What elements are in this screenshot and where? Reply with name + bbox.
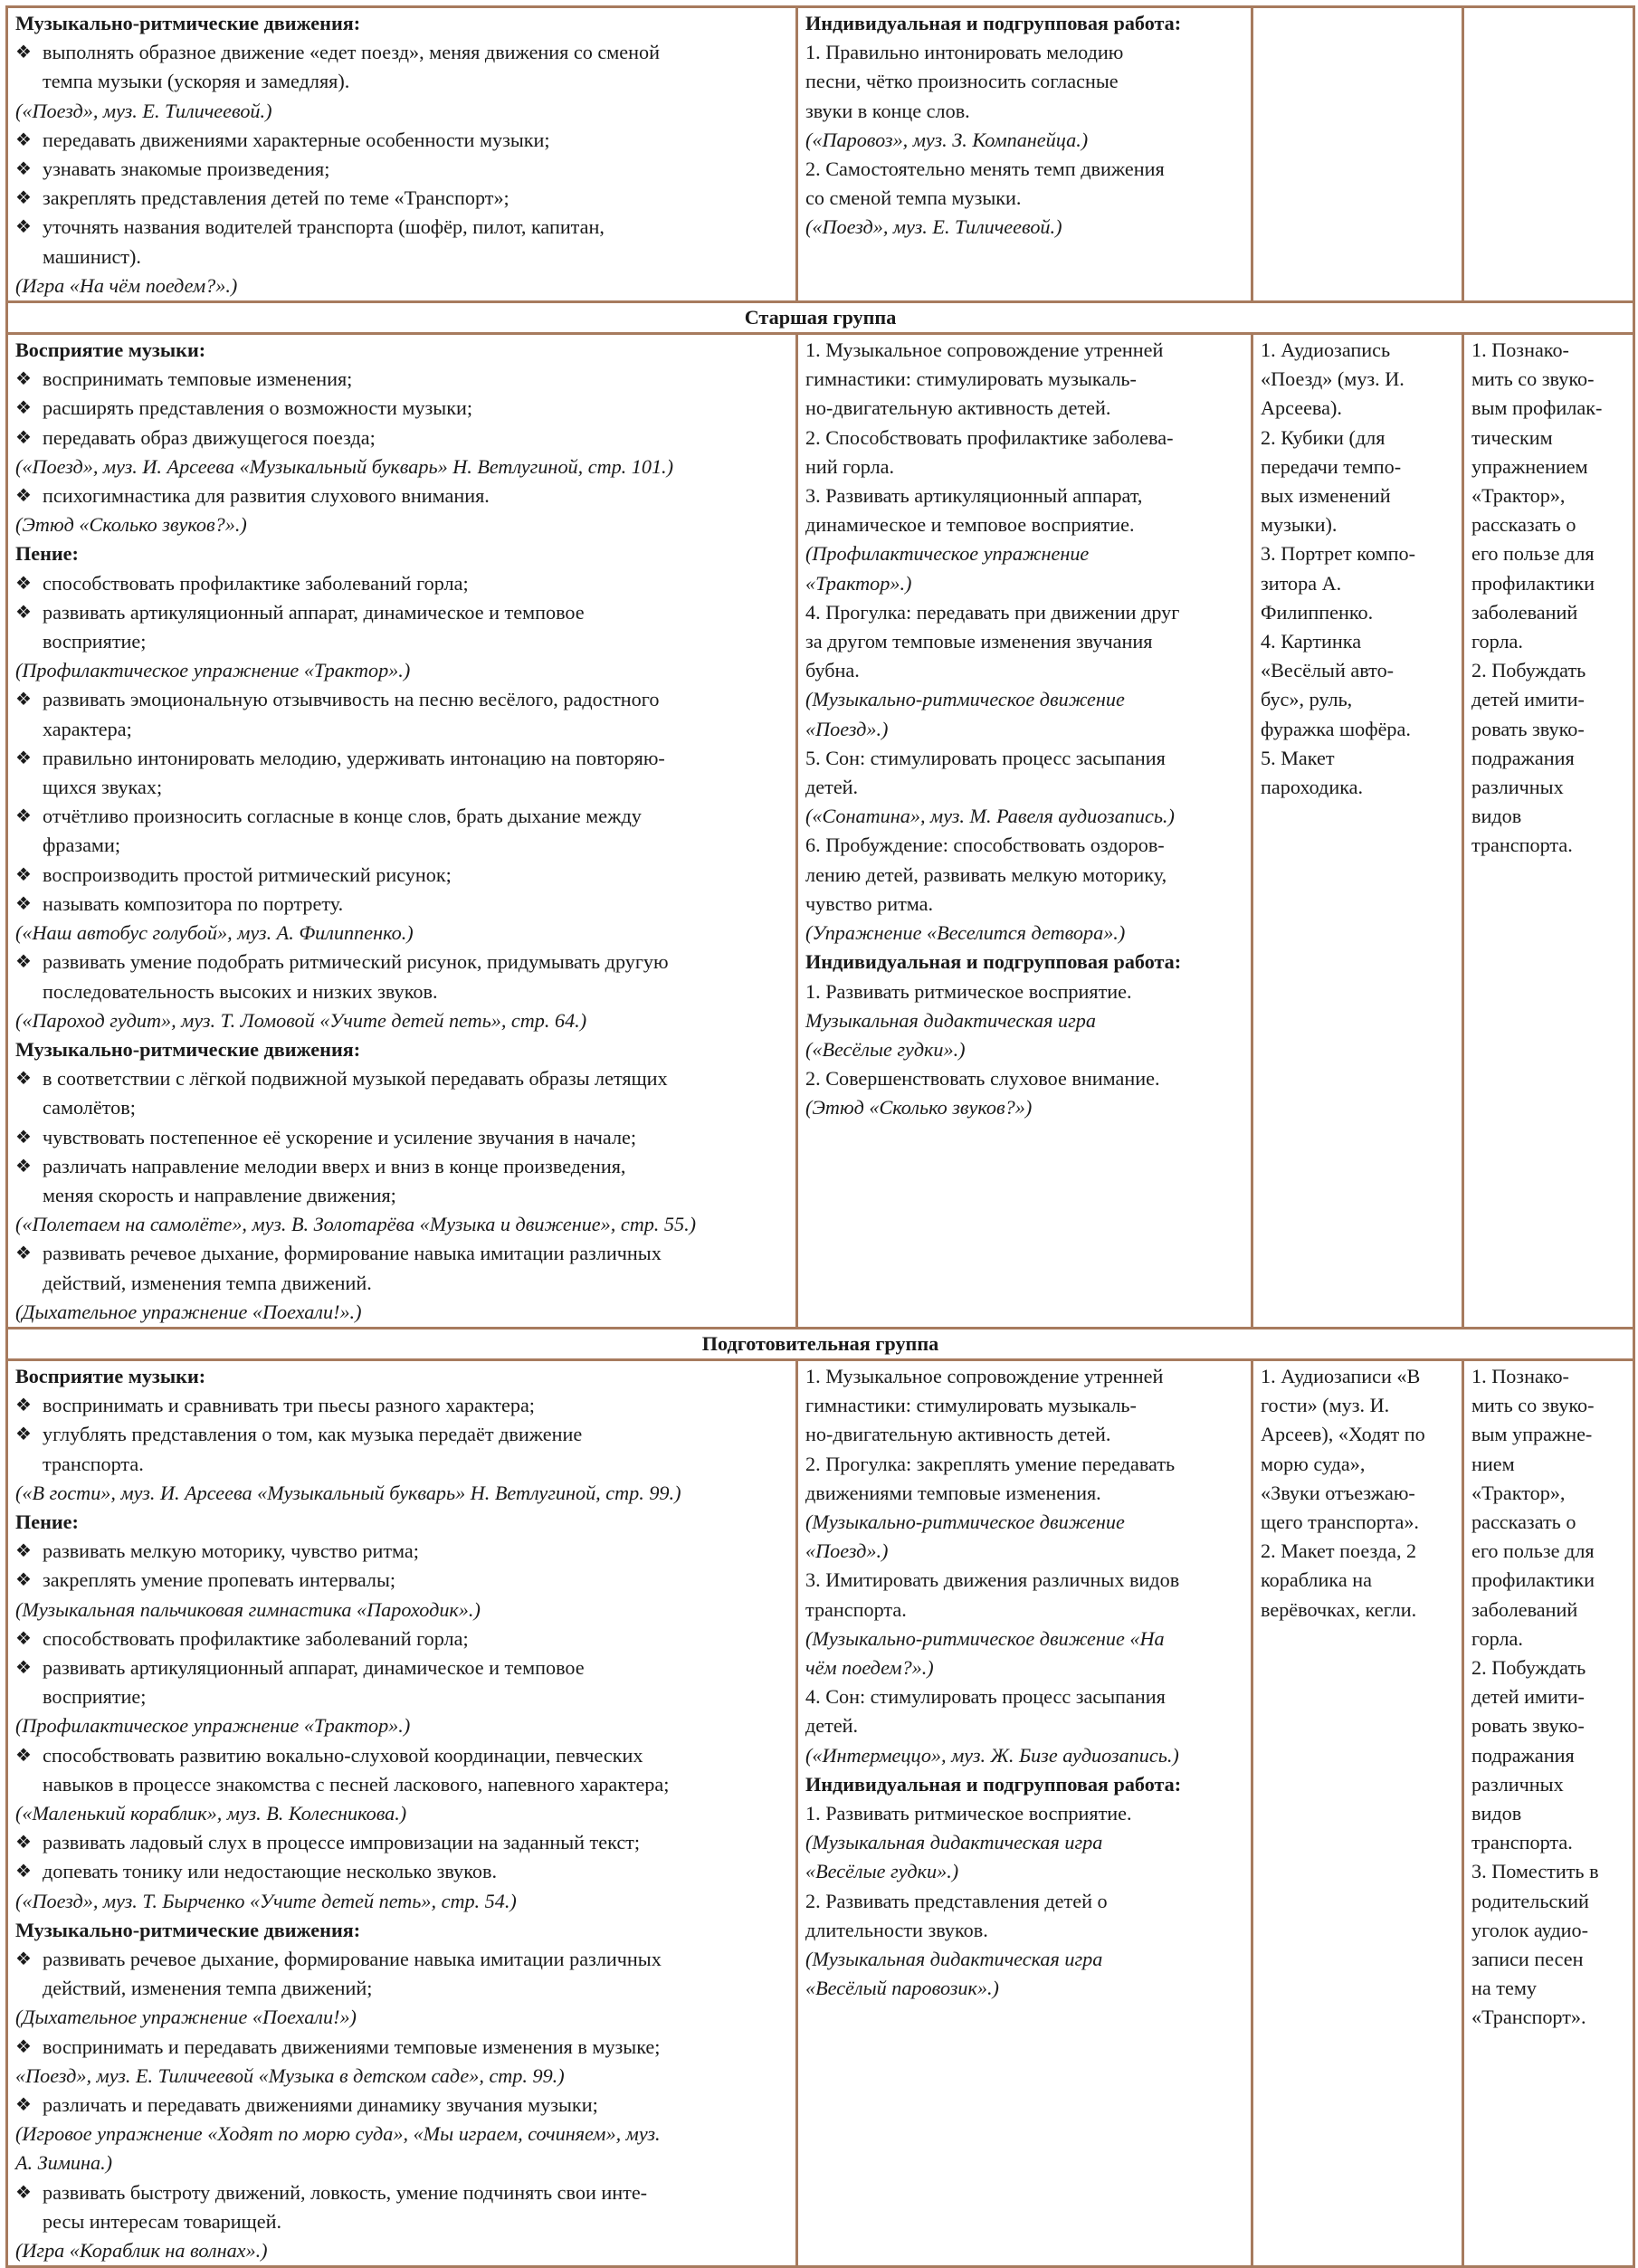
reference-text: (Музыкальная пальчиковая гимнастика «Пароходик».)	[15, 1597, 481, 1621]
text-line: вым профилак-	[1471, 396, 1603, 420]
environment-cell	[1252, 334, 1463, 1329]
text-line: различных	[1471, 1772, 1564, 1796]
bullet-item: ❖ отчётливо произносить согласные в конце слов, брать дыхание между	[15, 802, 788, 831]
text-line: зитора А.	[1261, 571, 1342, 595]
text-line: транспорта.	[1471, 834, 1573, 857]
reference-text: («Весёлые гудки».)	[805, 1037, 966, 1061]
reference-text: «Поезд».)	[805, 717, 889, 740]
text-line: уголок аудио-	[1471, 1918, 1588, 1941]
parents-cell	[1463, 334, 1634, 1329]
section-heading: Восприятие музыки:	[15, 1364, 206, 1387]
text-line: динамическое и темповое восприятие.	[805, 513, 1135, 537]
section-heading: Музыкально-ритмические движения:	[15, 12, 361, 34]
bullet-item: ❖ развивать мелкую моторику, чувство ритма;	[15, 1537, 788, 1566]
lesson-plan-table	[5, 5, 1635, 2268]
text-line: видов	[1471, 805, 1522, 828]
reference-text: А. Зимина.)	[15, 2151, 113, 2175]
text-line: упражнением	[1471, 454, 1588, 478]
text-line: подражания	[1471, 1743, 1575, 1767]
text-line: 5. Сон: стимулировать процесс засыпания	[805, 746, 1166, 769]
reference-text: «Трактор».)	[805, 571, 912, 595]
bullet-item: ❖ углублять представления о том, как музыка передаёт движение	[15, 1420, 788, 1449]
bullet-continuation: темпа музыки (ускоряя и замедляя).	[43, 70, 350, 93]
text-line: 1. Музыкальное сопровождение утренней	[805, 1364, 1164, 1387]
text-line: вым упражне-	[1471, 1423, 1593, 1446]
reference-text: («Наш автобус голубой», муз. А. Филиппенко.)	[15, 921, 414, 945]
text-line: профилактики	[1471, 1568, 1595, 1592]
section-heading: Восприятие музыки:	[15, 338, 206, 362]
bullet-item: ❖ развивать умение подобрать ритмический рисунок, придумывать другую	[15, 948, 788, 977]
section-heading: Пение:	[15, 1510, 79, 1533]
reference-text: чём поедем?».)	[805, 1655, 934, 1679]
text-line: Филиппенко.	[1261, 600, 1374, 624]
text-line: музыки).	[1261, 513, 1338, 537]
text-line: 5. Макет	[1261, 746, 1335, 769]
bullet-item: ❖ закреплять умение пропевать интервалы;	[15, 1566, 788, 1595]
text-line: Арсеев), «Ходят по	[1261, 1423, 1425, 1446]
reference-text: (Музыкальная дидактическая игра	[805, 1948, 1103, 1970]
reference-text: (Профилактическое упражнение «Трактор».)	[15, 659, 411, 682]
text-line: записи песен	[1471, 1948, 1584, 1970]
reference-text: (Музыкально-ритмическое движение «На	[805, 1626, 1165, 1650]
reference-text: («Полетаем на самолёте», муз. В. Золотарёва «Музыка и движение», стр. 55.)	[15, 1213, 697, 1236]
group-header-row	[7, 1328, 1634, 1359]
text-line: длительности звуков.	[805, 1918, 988, 1941]
bullet-continuation: действий, изменения темпа движений;	[43, 1977, 373, 2000]
bullet-item: ❖ называть композитора по портрету.	[15, 890, 788, 919]
text-line: 2. Прогулка: закреплять умение передавать	[805, 1452, 1176, 1475]
text-line: морю суда»,	[1261, 1452, 1366, 1475]
activities-cell	[7, 7, 797, 302]
text-line: со сменой темпа музыки.	[805, 186, 1022, 210]
text-line: рассказать о	[1471, 1510, 1576, 1533]
bullet-item: ❖ узнавать знакомые произведения;	[15, 155, 788, 184]
bullet-item: ❖ способствовать развитию вокально-слуховой координации, певческих	[15, 1741, 788, 1770]
reference-text: «Весёлый паровозик».)	[805, 1977, 999, 2000]
reference-text: (Игра «Кораблик на волнах».)	[15, 2239, 268, 2263]
section-heading: Музыкально-ритмические движения:	[15, 1037, 361, 1061]
text-line: «Трактор»,	[1471, 1481, 1566, 1504]
bullet-item: ❖ различать и передавать движениями динамику звучания музыки;	[15, 2091, 788, 2120]
text-line: лению детей, развивать мелкую моторику,	[805, 862, 1167, 886]
text-line: родительский	[1471, 1889, 1589, 1912]
text-line: 2. Способствовать профилактике заболева-	[805, 425, 1174, 449]
bullet-item: ❖ выполнять образное движение «едет поезд», меняя движения со сменой	[15, 38, 788, 67]
bullet-item: ❖ уточнять названия водителей транспорта (шофёр, пилот, капитан,	[15, 213, 788, 242]
bullet-item: ❖ передавать образ движущегося поезда;	[15, 424, 788, 453]
text-line: заболеваний	[1471, 600, 1578, 624]
bullet-item: ❖ развивать артикуляционный аппарат, динамическое и темповое	[15, 598, 788, 627]
activities-cell	[7, 334, 797, 1329]
reference-text: («Маленький кораблик», муз. В. Колесникова.)	[15, 1801, 407, 1825]
text-line: щего транспорта».	[1261, 1510, 1419, 1533]
text-line: гимнастики: стимулировать музыкаль-	[805, 367, 1137, 391]
bullet-item: ❖ развивать эмоциональную отзывчивость на песню весёлого, радостного	[15, 685, 788, 714]
text-line: фуражка шофёра.	[1261, 717, 1411, 740]
daily-routine-cell	[797, 7, 1252, 302]
bullet-item: ❖ развивать речевое дыхание, формирование навыка имитации различных	[15, 1945, 788, 1974]
reference-text: «Поезд», муз. Е. Тиличеевой «Музыка в детском саде», стр. 99.)	[15, 2063, 565, 2087]
section-heading: Музыкально-ритмические движения:	[15, 1918, 361, 1941]
text-line: 4. Картинка	[1261, 630, 1362, 653]
text-line: но-двигательную активность детей.	[805, 1423, 1111, 1446]
text-line: 2. Побуждать	[1471, 659, 1586, 682]
text-line: горла.	[1471, 1626, 1523, 1650]
reference-text: «Весёлые гудки».)	[805, 1860, 959, 1883]
text-line: его пользе для	[1471, 542, 1595, 566]
text-line: ровать звуко-	[1471, 1714, 1585, 1738]
text-line: детей.	[805, 1714, 859, 1738]
parents-cell	[1463, 7, 1634, 302]
text-line: 2. Совершенствовать слуховое внимание.	[805, 1067, 1160, 1091]
text-line: мить со звуко-	[1471, 1394, 1595, 1417]
text-line: за другом темповые изменения звучания	[805, 630, 1153, 653]
text-line: 6. Пробуждение: способствовать оздоров-	[805, 834, 1165, 857]
bullet-continuation: характера;	[43, 717, 132, 740]
reference-text: (Этюд «Сколько звуков?»)	[805, 1096, 1033, 1120]
reference-text: «Поезд».)	[805, 1539, 889, 1563]
parents-cell	[1463, 1359, 1634, 2266]
text-line: гимнастики: стимулировать музыкаль-	[805, 1394, 1137, 1417]
text-line: 1. Развивать ритмическое восприятие.	[805, 1801, 1132, 1825]
group-title-senior: Старшая группа	[7, 302, 1634, 334]
text-line: «Весёлый авто-	[1261, 659, 1395, 682]
text-line: видов	[1471, 1801, 1522, 1825]
text-line: гости» (муз. И.	[1261, 1394, 1390, 1417]
text-line: пароходика.	[1261, 776, 1364, 799]
bullet-continuation: восприятие;	[43, 630, 147, 653]
text-line: звуки в конце слов.	[805, 99, 970, 122]
daily-routine-cell	[797, 1359, 1252, 2266]
reference-text: (Упражнение «Веселится детвора».)	[805, 921, 1126, 945]
text-line: 1. Познако-	[1471, 338, 1569, 362]
bullet-continuation: щихся звуках;	[43, 776, 163, 799]
text-line: Арсеева).	[1261, 396, 1342, 420]
bullet-item: ❖ различать направление мелодии вверх и вниз в конце произведения,	[15, 1152, 788, 1181]
text-line: вых изменений	[1261, 484, 1391, 508]
table-row	[7, 1359, 1634, 2266]
reference-text: («Сонатина», муз. М. Равеля аудиозапись.)	[805, 805, 1175, 828]
text-line: 1. Аудиозаписи «В	[1261, 1364, 1421, 1387]
bullet-item: ❖ воспринимать и сравнивать три пьесы разного характера;	[15, 1391, 788, 1420]
bullet-item: ❖ способствовать профилактике заболеваний горла;	[15, 569, 788, 598]
text-line: тическим	[1471, 425, 1553, 449]
section-heading: Индивидуальная и подгрупповая работа:	[805, 950, 1182, 974]
reference-text: (Этюд «Сколько звуков?».)	[15, 513, 247, 537]
bullet-continuation: самолётов;	[43, 1096, 136, 1120]
text-line: транспорта.	[1471, 1831, 1573, 1854]
section-heading: Пение:	[15, 542, 79, 566]
daily-routine-cell	[797, 334, 1252, 1329]
text-line: верёвочках, кегли.	[1261, 1597, 1417, 1621]
bullet-item: ❖ воспринимать темповые изменения;	[15, 365, 788, 394]
text-line: 1. Аудиозапись	[1261, 338, 1391, 362]
bullet-item: ❖ психогимнастика для развития слухового внимания.	[15, 481, 788, 510]
bullet-item: ❖ развивать речевое дыхание, формирование навыка имитации различных	[15, 1239, 788, 1268]
text-line: различных	[1471, 776, 1564, 799]
text-line: «Поезд» (муз. И.	[1261, 367, 1405, 391]
bullet-item: ❖ развивать артикуляционный аппарат, динамическое и темповое	[15, 1653, 788, 1682]
reference-text: («Поезд», муз. Т. Бырченко «Учите детей петь», стр. 54.)	[15, 1889, 517, 1912]
text-line: чувство ритма.	[805, 891, 934, 915]
text-line: но-двигательную активность детей.	[805, 396, 1111, 420]
reference-text: (Музыкальная дидактическая игра	[805, 1831, 1103, 1854]
bullet-continuation: навыков в процессе знакомства с песней ласкового, напевного характера;	[43, 1772, 670, 1796]
text-line: детей.	[805, 776, 859, 799]
reference-text: («В гости», муз. И. Арсеева «Музыкальный букварь» Н. Ветлугиной, стр. 99.)	[15, 1481, 681, 1504]
text-line: транспорта.	[805, 1597, 907, 1621]
text-line: ровать звуко-	[1471, 717, 1585, 740]
bullet-item: ❖ в соответствии с лёгкой подвижной музыкой передавать образы летящих	[15, 1064, 788, 1093]
text-line: детей имити-	[1471, 1685, 1585, 1709]
text-line: 1. Музыкальное сопровождение утренней	[805, 338, 1164, 362]
reference-text: («Поезд», муз. И. Арсеева «Музыкальный букварь» Н. Ветлугиной, стр. 101.)	[15, 454, 673, 478]
bullet-item: ❖ развивать быстроту движений, ловкость, умение подчинять свои инте-	[15, 2178, 788, 2207]
bullet-continuation: меняя скорость и направление движения;	[43, 1183, 396, 1206]
text-line: его пользе для	[1471, 1539, 1595, 1563]
group-header-row	[7, 302, 1634, 334]
table-row	[7, 334, 1634, 1329]
section-heading: Индивидуальная и подгрупповая работа:	[805, 1772, 1182, 1796]
reference-text: (Игровое упражнение «Ходят по морю суда», «Мы играем, сочиняем», муз.	[15, 2122, 661, 2146]
reference-text: (Дыхательное упражнение «Поехали!».)	[15, 1300, 362, 1323]
bullet-item: ❖ расширять представления о возможности музыки;	[15, 394, 788, 423]
reference-text: («Паровоз», муз. З. Компанейца.)	[805, 128, 1089, 151]
bullet-continuation: действий, изменения темпа движений.	[43, 1271, 372, 1294]
text-line: 3. Развивать артикуляционный аппарат,	[805, 484, 1143, 508]
text-line: «Трактор»,	[1471, 484, 1566, 508]
environment-cell	[1252, 7, 1463, 302]
bullet-continuation: транспорта.	[43, 1452, 144, 1475]
text-line: ний горла.	[805, 454, 895, 478]
text-line: заболеваний	[1471, 1597, 1578, 1621]
text-line: мить со звуко-	[1471, 367, 1595, 391]
text-line: бубна.	[805, 659, 860, 682]
text-line: 2. Развивать представления детей о	[805, 1889, 1108, 1912]
reference-text: (Музыкально-ритмическое движение	[805, 1510, 1125, 1533]
bullet-item: ❖ допевать тонику или недостающие несколько звуков.	[15, 1857, 788, 1886]
reference-text: Музыкальная дидактическая игра	[805, 1008, 1096, 1032]
bullet-item: ❖ чувствовать постепенное её ускорение и усиление звучания в начале;	[15, 1123, 788, 1152]
text-line: «Звуки отъезжаю-	[1261, 1481, 1415, 1504]
reference-text: (Музыкально-ритмическое движение	[805, 688, 1125, 711]
bullet-item: ❖ развивать ладовый слух в процессе импровизации на заданный текст;	[15, 1828, 788, 1857]
bullet-item: ❖ воспринимать и передавать движениями темповые изменения в музыке;	[15, 2033, 788, 2062]
bullet-continuation: машинист).	[43, 244, 141, 268]
reference-text: («Пароход гудит», муз. Т. Ломовой «Учите детей петь», стр. 64.)	[15, 1008, 587, 1032]
text-line: нием	[1471, 1452, 1515, 1475]
text-line: горла.	[1471, 630, 1523, 653]
group-title-preparatory: Подготовительная группа	[7, 1328, 1634, 1359]
text-line: 3. Имитировать движения различных видов	[805, 1568, 1180, 1592]
bullet-continuation: фразами;	[43, 834, 121, 857]
environment-cell	[1252, 1359, 1463, 2266]
text-line: 2. Самостоятельно менять темп движения	[805, 157, 1165, 181]
text-line: 3. Портрет компо-	[1261, 542, 1415, 566]
text-line: передачи темпо-	[1261, 454, 1402, 478]
reference-text: (Профилактическое упражнение	[805, 542, 1090, 566]
text-line: кораблика на	[1261, 1568, 1372, 1592]
bullet-item: ❖ передавать движениями характерные особенности музыки;	[15, 126, 788, 155]
bullet-item: ❖ воспроизводить простой ритмический рисунок;	[15, 861, 788, 890]
reference-text: (Игра «На чём поедем?».)	[15, 273, 238, 297]
reference-text: (Дыхательное упражнение «Поехали!»)	[15, 2006, 357, 2029]
bullet-continuation: ресы интересам товарищей.	[43, 2209, 281, 2233]
text-line: песни, чётко произносить согласные	[805, 70, 1119, 93]
reference-text: (Профилактическое упражнение «Трактор».)	[15, 1714, 411, 1738]
text-line: движениями темповые изменения.	[805, 1481, 1101, 1504]
bullet-item: ❖ способствовать профилактике заболеваний горла;	[15, 1625, 788, 1653]
text-line: 2. Макет поезда, 2	[1261, 1539, 1417, 1563]
text-line: профилактики	[1471, 571, 1595, 595]
section-heading: Индивидуальная и подгрупповая работа:	[805, 12, 1182, 34]
reference-text: («Интермеццо», муз. Ж. Бизе аудиозапись.)	[805, 1743, 1179, 1767]
text-line: подражания	[1471, 746, 1575, 769]
text-line: 1. Познако-	[1471, 1364, 1569, 1387]
text-line: рассказать о	[1471, 513, 1576, 537]
text-line: 4. Прогулка: передавать при движении друг	[805, 600, 1180, 624]
table-row	[7, 7, 1634, 302]
text-line: 1. Правильно интонировать мелодию	[805, 41, 1124, 64]
text-line: «Транспорт».	[1471, 2006, 1586, 2029]
text-line: 3. Поместить в	[1471, 1860, 1599, 1883]
bullet-item: ❖ правильно интонировать мелодию, удерживать интонацию на повторяю-	[15, 744, 788, 773]
text-line: 4. Сон: стимулировать процесс засыпания	[805, 1685, 1166, 1709]
reference-text: («Поезд», муз. Е. Тиличеевой.)	[15, 99, 272, 122]
reference-text: («Поезд», муз. Е. Тиличеевой.)	[805, 215, 1062, 239]
text-line: бус», руль,	[1261, 688, 1353, 711]
text-line: 1. Развивать ритмическое восприятие.	[805, 979, 1132, 1003]
bullet-continuation: последовательность высоких и низких звуков.	[43, 979, 438, 1003]
text-line: детей имити-	[1471, 688, 1585, 711]
activities-cell	[7, 1359, 797, 2266]
bullet-item: ❖ закреплять представления детей по теме «Транспорт»;	[15, 184, 788, 213]
text-line: на тему	[1471, 1977, 1537, 2000]
text-line: 2. Кубики (для	[1261, 425, 1386, 449]
text-line: 2. Побуждать	[1471, 1655, 1586, 1679]
bullet-continuation: восприятие;	[43, 1685, 147, 1709]
